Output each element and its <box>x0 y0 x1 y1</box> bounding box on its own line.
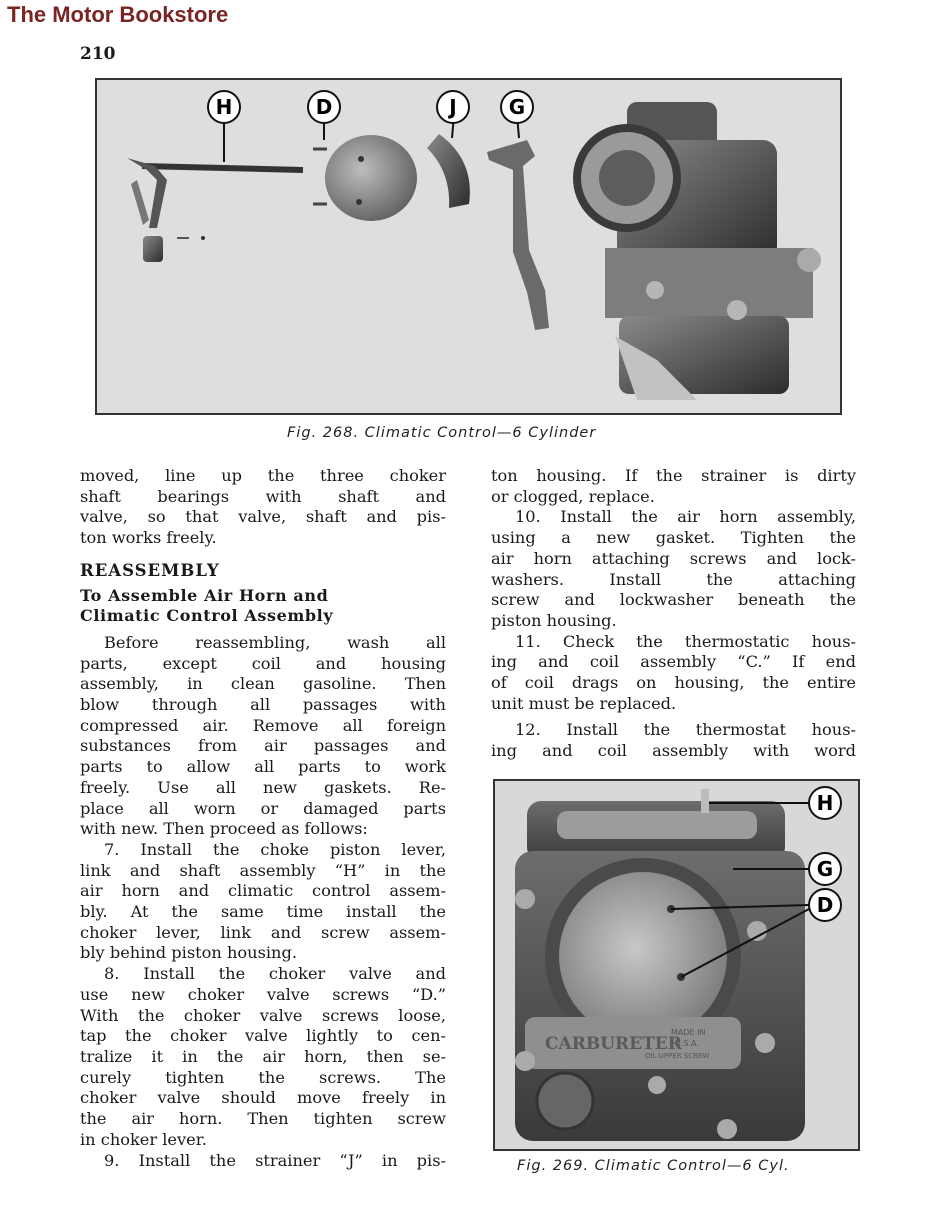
step-11-line: ing and coil assembly “C.” If end <box>491 652 856 672</box>
paragraph-line: place all worn or damaged parts <box>80 798 446 818</box>
watermark: The Motor Bookstore <box>7 2 229 27</box>
step-9-line: 9. Install the strainer “J” in pis- <box>104 1150 446 1170</box>
svg-text:G: G <box>816 857 834 881</box>
step-10-line: screw and lockwasher beneath the <box>491 590 856 610</box>
step-7-line: link and shaft assembly “H” in the <box>80 860 446 880</box>
figure-268-caption: Fig. 268. Climatic Control—6 Cylinder <box>287 425 597 441</box>
paragraph-line: parts to allow all parts to work <box>80 757 446 777</box>
step-10-line: air horn attaching screws and lock- <box>491 548 856 568</box>
svg-text:H: H <box>215 95 233 119</box>
step-12-line: ing and coil assembly with word <box>491 741 856 761</box>
step-8-line: use new choker valve screws “D.” <box>80 984 446 1004</box>
intro-line: valve, so that valve, shaft and pis- <box>80 507 446 527</box>
carburetor-top-view-illustration <box>495 781 858 1149</box>
step-11-line: of coil drags on housing, the entire <box>491 673 856 693</box>
paragraph-line: Before reassembling, wash all <box>104 632 446 652</box>
svg-text:U.S.A.: U.S.A. <box>675 1039 699 1048</box>
svg-text:G: G <box>508 95 526 119</box>
paragraph-line: parts, except coil and housing <box>80 653 446 673</box>
paragraph-line: with new. Then proceed as follows: <box>80 819 368 839</box>
step-8-line: tralize it in the air horn, then se- <box>80 1046 446 1066</box>
step-12-line: 12. Install the thermostat hous- <box>515 720 856 740</box>
step-10-line: washers. Install the attaching <box>491 569 856 589</box>
svg-text:H: H <box>816 791 834 815</box>
svg-text:J: J <box>449 95 457 119</box>
right-column <box>491 466 856 762</box>
step-8-line: With the choker valve screws loose, <box>80 1005 446 1025</box>
figure-269-caption: Fig. 269. Climatic Control—6 Cyl. <box>517 1158 790 1174</box>
carburetor-housing <box>515 789 805 1141</box>
step-10-line: 10. Install the air horn assembly, <box>515 507 856 527</box>
step-7-line: bly. At the same time install the <box>80 902 446 922</box>
page-number: 210 <box>80 44 116 64</box>
step-8-line: the air horn. Then tighten screw <box>80 1109 446 1129</box>
figure-269-photo <box>493 779 860 1151</box>
svg-text:D: D <box>315 95 333 119</box>
step-11-line: unit must be replaced. <box>491 693 677 713</box>
figure-268-photo <box>95 78 842 415</box>
subsection-heading: To Assemble Air Horn and <box>80 585 329 605</box>
section-heading: REASSEMBLY <box>80 560 220 580</box>
step-7-line: air horn and climatic control assem- <box>80 881 446 901</box>
svg-text:D: D <box>816 893 834 917</box>
subsection-heading: Climatic Control Assembly <box>80 606 334 626</box>
callout-j <box>437 91 469 123</box>
paragraph-line: assembly, in clean gasoline. Then <box>80 674 446 694</box>
step-9-cont-line: or clogged, replace. <box>491 486 655 506</box>
intro-line: moved, line up the three choker <box>80 466 446 485</box>
step-8-line: choker valve should move freely in <box>80 1088 446 1108</box>
step-9-cont-line: ton housing. If the strainer is dirty <box>491 466 856 485</box>
step-8-line: tap the choker valve lightly to cen- <box>80 1026 446 1046</box>
paragraph-line: blow through all passages with <box>80 695 446 715</box>
svg-text:MADE IN: MADE IN <box>671 1028 706 1037</box>
intro-line: shaft bearings with shaft and <box>80 486 446 506</box>
step-10-line: using a new gasket. Tighten the <box>491 528 856 548</box>
step-8-line: in choker lever. <box>80 1129 207 1149</box>
callout-g <box>501 91 533 123</box>
callout-d <box>308 91 340 123</box>
choker-valve-disc <box>559 872 727 1040</box>
left-column <box>80 466 446 1171</box>
intro-line: ton works freely. <box>80 528 217 548</box>
step-10-line: piston housing. <box>491 610 617 630</box>
svg-text:CARBURETER: CARBURETER <box>545 1034 682 1054</box>
svg-text:OIL UPPER SCREW: OIL UPPER SCREW <box>645 1052 710 1060</box>
step-7-line: choker lever, link and screw assem- <box>80 922 446 942</box>
step-8-line: 8. Install the choker valve and <box>104 964 446 984</box>
paragraph-line: freely. Use all new gaskets. Re- <box>80 777 446 797</box>
step-7-line: bly behind piston housing. <box>80 943 297 963</box>
step-8-line: curely tighten the screws. The <box>80 1067 446 1087</box>
step-11-line: 11. Check the thermostatic hous- <box>515 631 856 651</box>
step-7-line: 7. Install the choke piston lever, <box>104 839 446 859</box>
carburetor-parts-illustration <box>97 80 840 413</box>
paragraph-line: substances from air passages and <box>80 736 446 756</box>
paragraph-line: compressed air. Remove all foreign <box>80 715 446 735</box>
